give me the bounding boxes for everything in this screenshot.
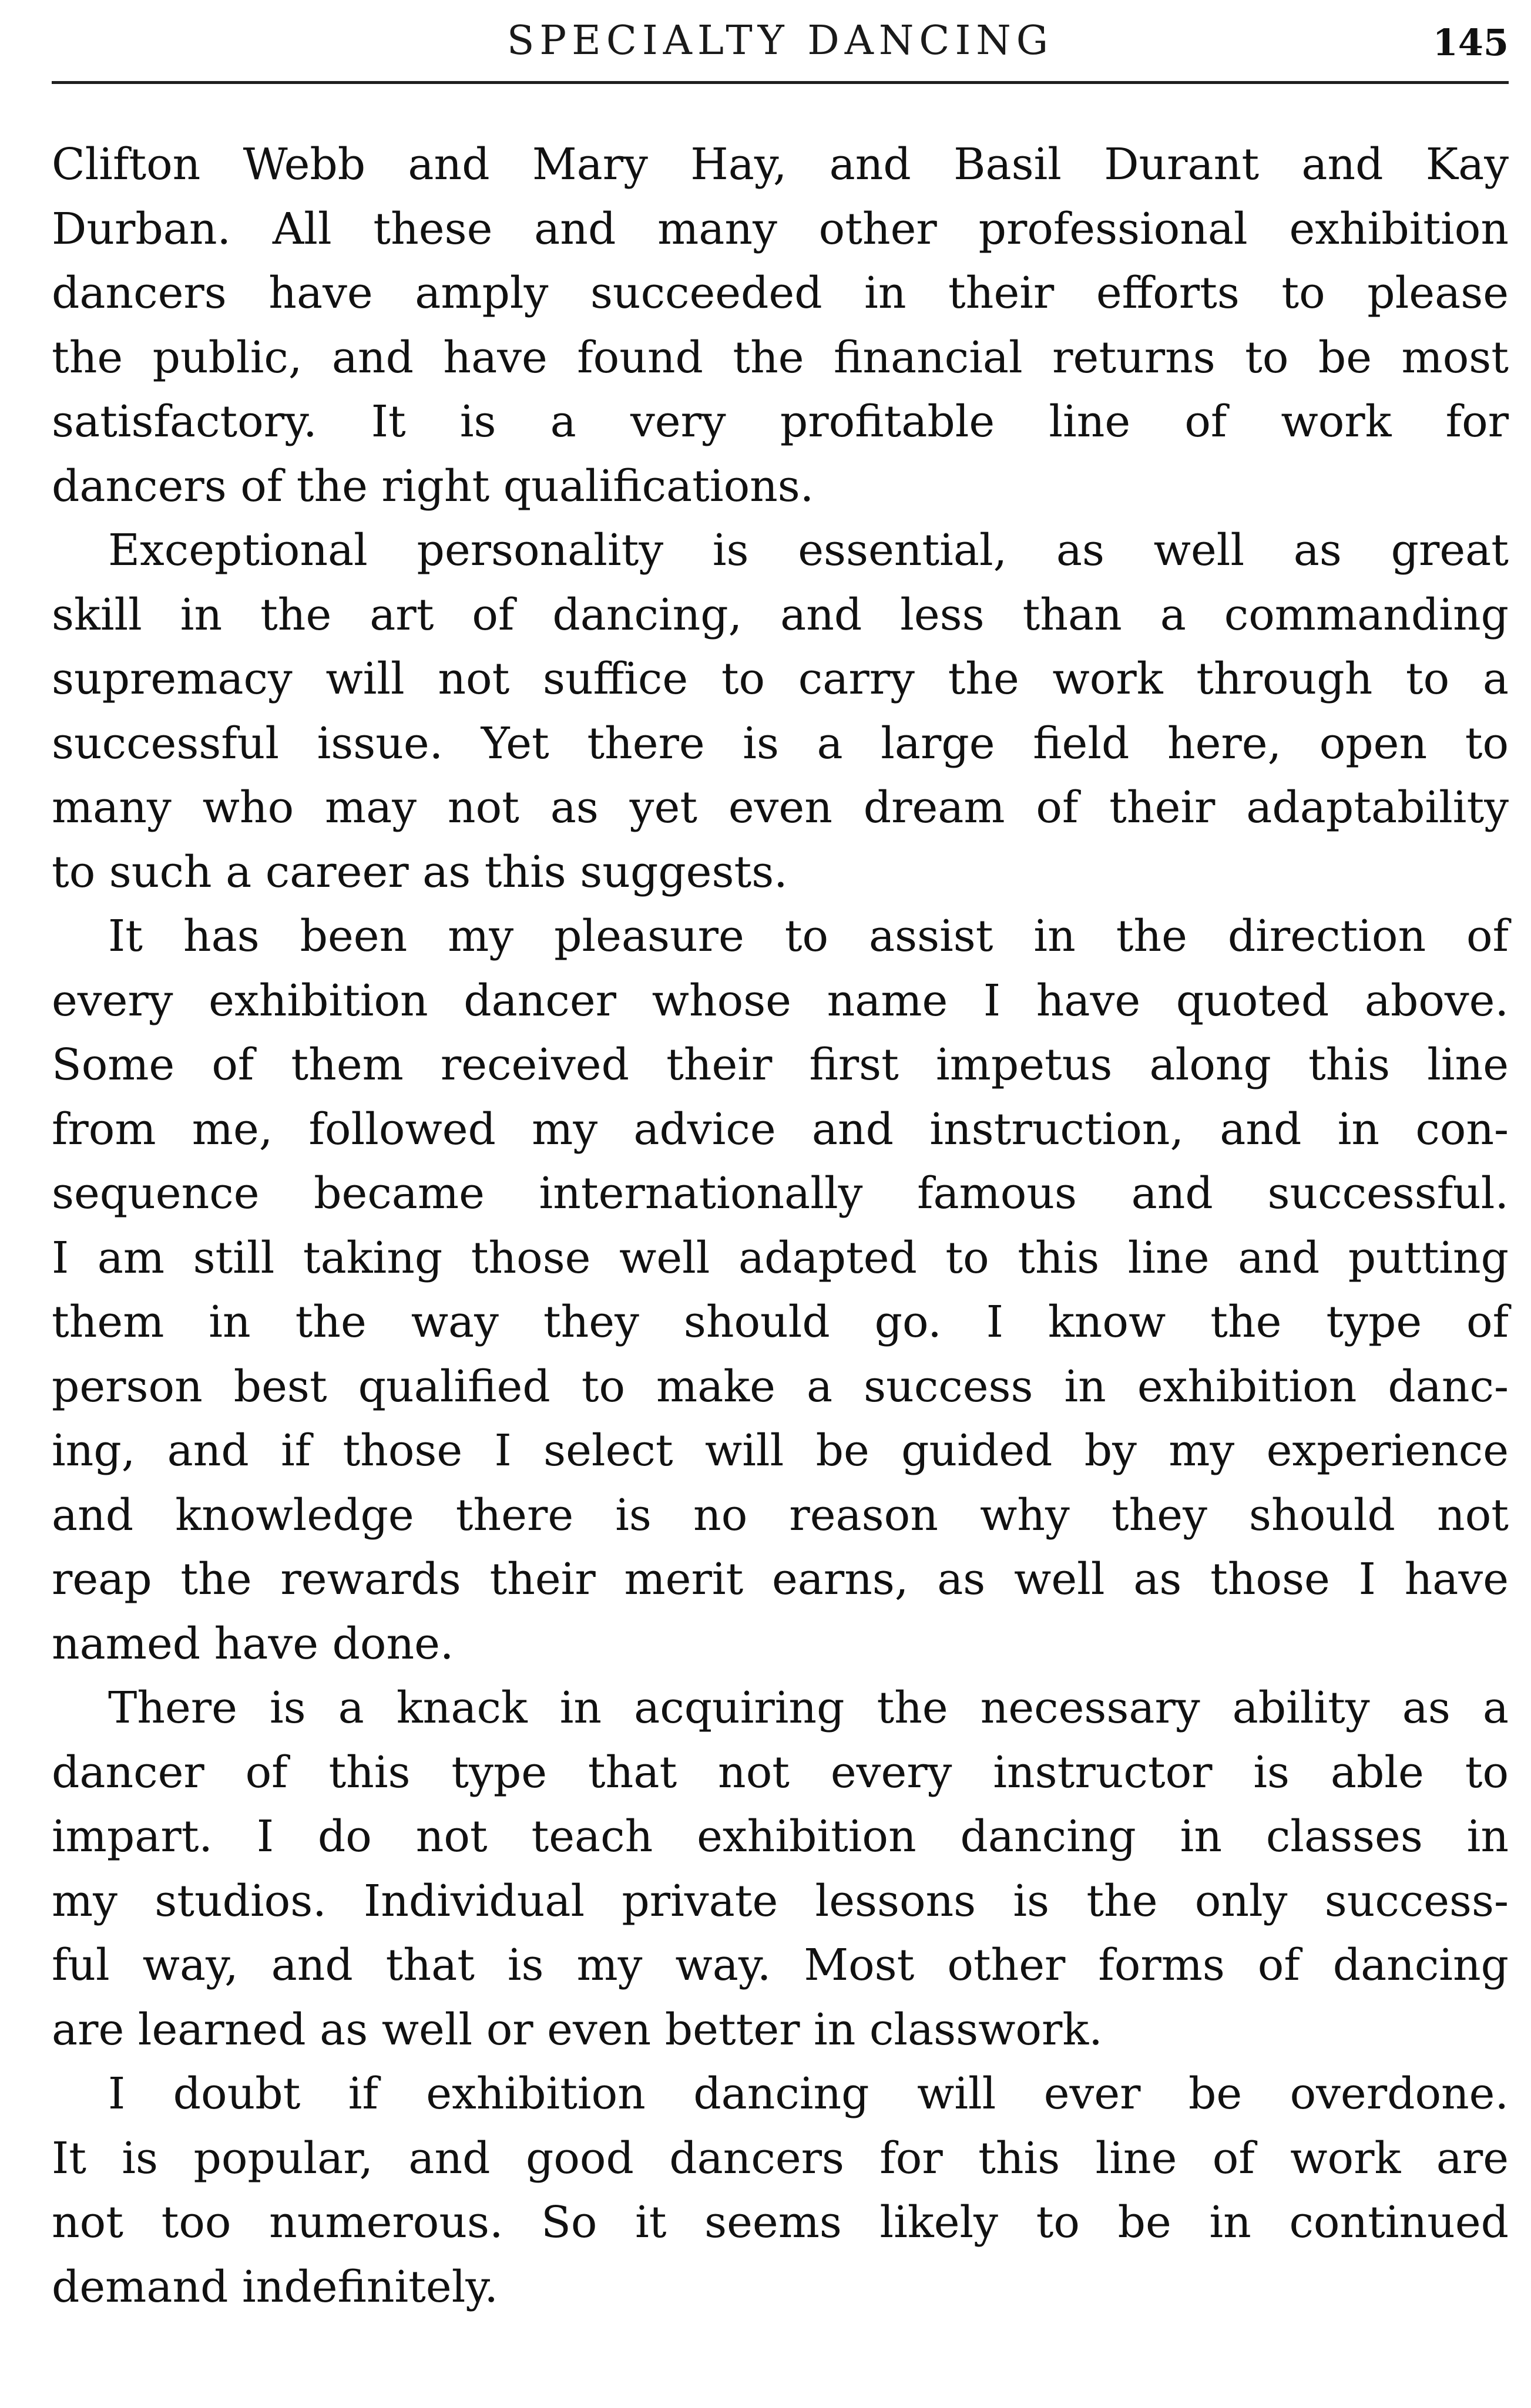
text-line: many who may not as yet even dream of their adaptability (52, 782, 1509, 833)
text-line: person best qualified to make a success in exhibition danc- (52, 1361, 1509, 1412)
text-line: reap the rewards their merit earns, as well as those I have (52, 1554, 1509, 1605)
running-head (52, 15, 1509, 74)
text-line: named have done. (52, 1618, 454, 1669)
text-line: and knowledge there is no reason why they should not (52, 1489, 1509, 1541)
text-line: the public, and have found the financial returns to be most (52, 332, 1509, 383)
paragraph-4 (52, 1676, 1509, 2062)
text-line: ing, and if those I select will be guided by my experience (52, 1425, 1509, 1476)
text-line: from me, followed my advice and instruction, and in con- (52, 1104, 1509, 1155)
text-line: I am still taking those well adapted to this line and putting (52, 1232, 1509, 1283)
text-line: Some of them received their first impetus along this line (52, 1040, 1509, 1090)
text-line: dancers of the right qualifications. (52, 460, 814, 512)
text-line: demand indefinitely. (52, 2261, 498, 2312)
text-line: impart. I do not teach exhibition dancing in classes in (52, 1811, 1509, 1862)
text-line: them in the way they should go. I know the type of (52, 1297, 1509, 1347)
text-line: dancer of this type that not every instructor is able to (52, 1747, 1509, 1798)
text-line: ful way, and that is my way. Most other forms of dancing (52, 1940, 1509, 1990)
text-line: every exhibition dancer whose name I have quoted above. (52, 975, 1509, 1026)
text-line: my studios. Individual private lessons is the only success- (52, 1875, 1509, 1926)
text-line: It is popular, and good dancers for this line of work are (52, 2133, 1509, 2184)
text-line: There is a knack in acquiring the necessary ability as a (108, 1683, 1509, 1733)
paragraph-5 (52, 2062, 1509, 2319)
text-line: satisfactory. It is a very profitable line of work for (52, 396, 1509, 447)
text-line: dancers have amply succeeded in their efforts to please (52, 268, 1509, 318)
text-line: Durban. All these and many other professional exhibition (52, 203, 1509, 254)
body-text (52, 133, 1509, 2319)
text-line: It has been my pleasure to assist in the direction of (108, 911, 1509, 961)
header-rule (52, 81, 1509, 84)
page-number: 145 (1432, 21, 1509, 64)
text-line: I doubt if exhibition dancing will ever be overdone. (108, 2069, 1509, 2119)
text-line: Clifton Webb and Mary Hay, and Basil Durant and Kay (52, 139, 1509, 190)
paragraph-3 (52, 904, 1509, 1676)
text-line: Exceptional personality is essential, as well as great (108, 525, 1509, 576)
paragraph-2 (52, 519, 1509, 904)
text-line: sequence became internationally famous and successful. (52, 1168, 1509, 1219)
text-line: successful issue. Yet there is a large field here, open to (52, 718, 1509, 769)
paragraph-1 (52, 133, 1509, 519)
text-line: are learned as well or even better in classwork. (52, 2004, 1103, 2055)
text-line: not too numerous. So it seems likely to be in continued (52, 2197, 1509, 2248)
text-line: skill in the art of dancing, and less than a commanding (52, 589, 1509, 640)
text-line: supremacy will not suffice to carry the work through to a (52, 654, 1509, 704)
running-title: SPECIALTY DANCING (506, 18, 1054, 64)
text-line: to such a career as this suggests. (52, 846, 788, 897)
